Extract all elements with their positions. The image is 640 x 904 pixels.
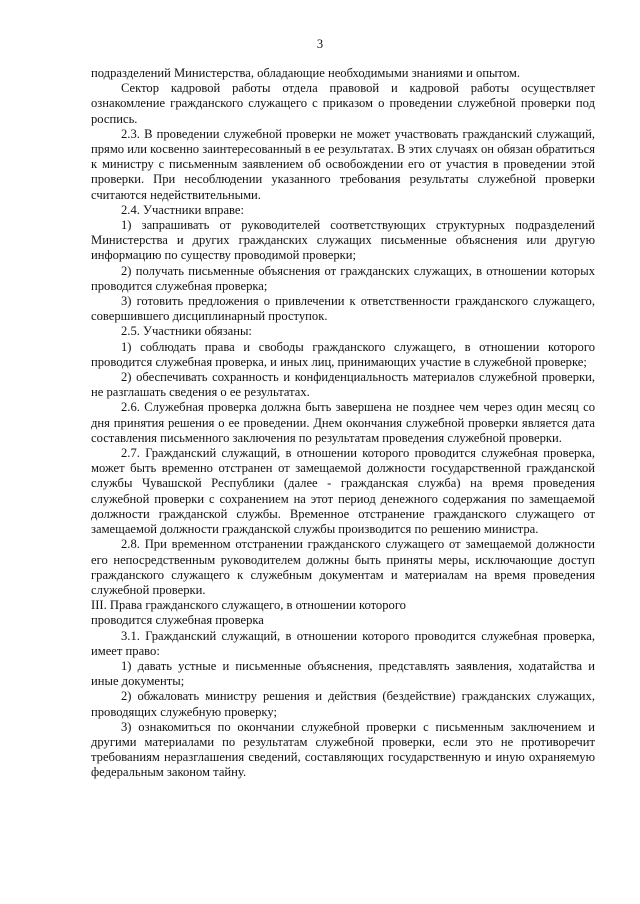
paragraph: 2.3. В проведении служебной проверки не может участвовать гражданский служащий, прямо или косвенно заинтересованный в ее результатах. В этих случаях он обязан обратиться к министру с письменным заявлением об освобождении его от участия в проведении этой проверки. При несоблюдении указанного требования результаты служебной проверки считаются недействительными. (91, 126, 595, 202)
paragraph: 2.4. Участники вправе: (121, 202, 244, 217)
paragraph: 2.8. При временном отстранении гражданского служащего от замещаемой должности его непосредственным руководителем должны быть приняты меры, исключающие доступ гражданского служащего к служебным документам и материалам на время проведения служебной проверки. (91, 537, 595, 597)
paragraph: 2.7. Гражданский служащий, в отношении которого проводится служебная проверка, может быть временно отстранен от замещаемой должности государственной гражданской службы Чувашской Республики (далее - гражданская служба) на время проведения служебной проверки с сохранением на этот период денежного содержания по замещаемой должности гражданской службы. Временное отстранение гражданского служащего от замещаемой должности гражданской службы производится по решению министра. (91, 446, 595, 537)
paragraph: 2.5. Участники обязаны: (121, 324, 252, 339)
paragraph: 1) запрашивать от руководителей соответствующих структурных подразделений Министерства и других гражданских служащих письменные объяснения или другую информацию по существу проводимой проверки; (91, 218, 595, 263)
document-body (91, 66, 595, 781)
paragraph: 3.1. Гражданский служащий, в отношении которого проводится служебная проверка, имеет право: (91, 628, 595, 658)
page-number: 3 (316, 37, 324, 51)
section-title (91, 598, 595, 628)
paragraph: 2) обеспечивать сохранность и конфиденциальность материалов служебной проверки, не разглашать сведения о ее результатах. (91, 370, 595, 400)
paragraph: подразделений Министерства, обладающие необходимыми знаниями и опытом. (91, 66, 521, 80)
section-title-line: III. Права гражданского служащего, в отношении которого (91, 598, 406, 613)
paragraph: 1) давать устные и письменные объяснения, представлять заявления, ходатайства и иные документы; (91, 658, 595, 689)
section-title-line: проводится служебная проверка (91, 613, 264, 628)
paragraph: 3) готовить предложения о привлечении к ответственности гражданского служащего, совершившего дисциплинарный проступок. (91, 294, 595, 324)
paragraph: 2.6. Служебная проверка должна быть завершена не позднее чем через один месяц со дня принятия решения о ее проведении. Днем окончания служебной проверки является дата составления письменного заключения по результатам проведения служебной проверки. (91, 400, 595, 445)
paragraph: 2) обжаловать министру решения и действия (бездействие) гражданских служащих, проводящих служебную проверку; (91, 689, 595, 719)
paragraph: Сектор кадровой работы отдела правовой и кадровой работы осуществляет ознакомление гражданского служащего с приказом о проведении служебной проверки под роспись. (91, 81, 595, 126)
paragraph: 2) получать письменные объяснения от гражданских служащих, в отношении которых проводится служебная проверка; (91, 263, 595, 293)
paragraph: 1) соблюдать права и свободы гражданского служащего, в отношении которого проводится служебная проверка, и иных лиц, принимающих участие в служебной проверке; (91, 339, 595, 369)
paragraph: 3) ознакомиться по окончании служебной проверки с письменным заключением и другими материалами по результатам служебной проверки, если это не противоречит требованиям неразглашения сведений, составляющих государственную и иную охраняемую федеральным законом тайну. (91, 719, 595, 780)
